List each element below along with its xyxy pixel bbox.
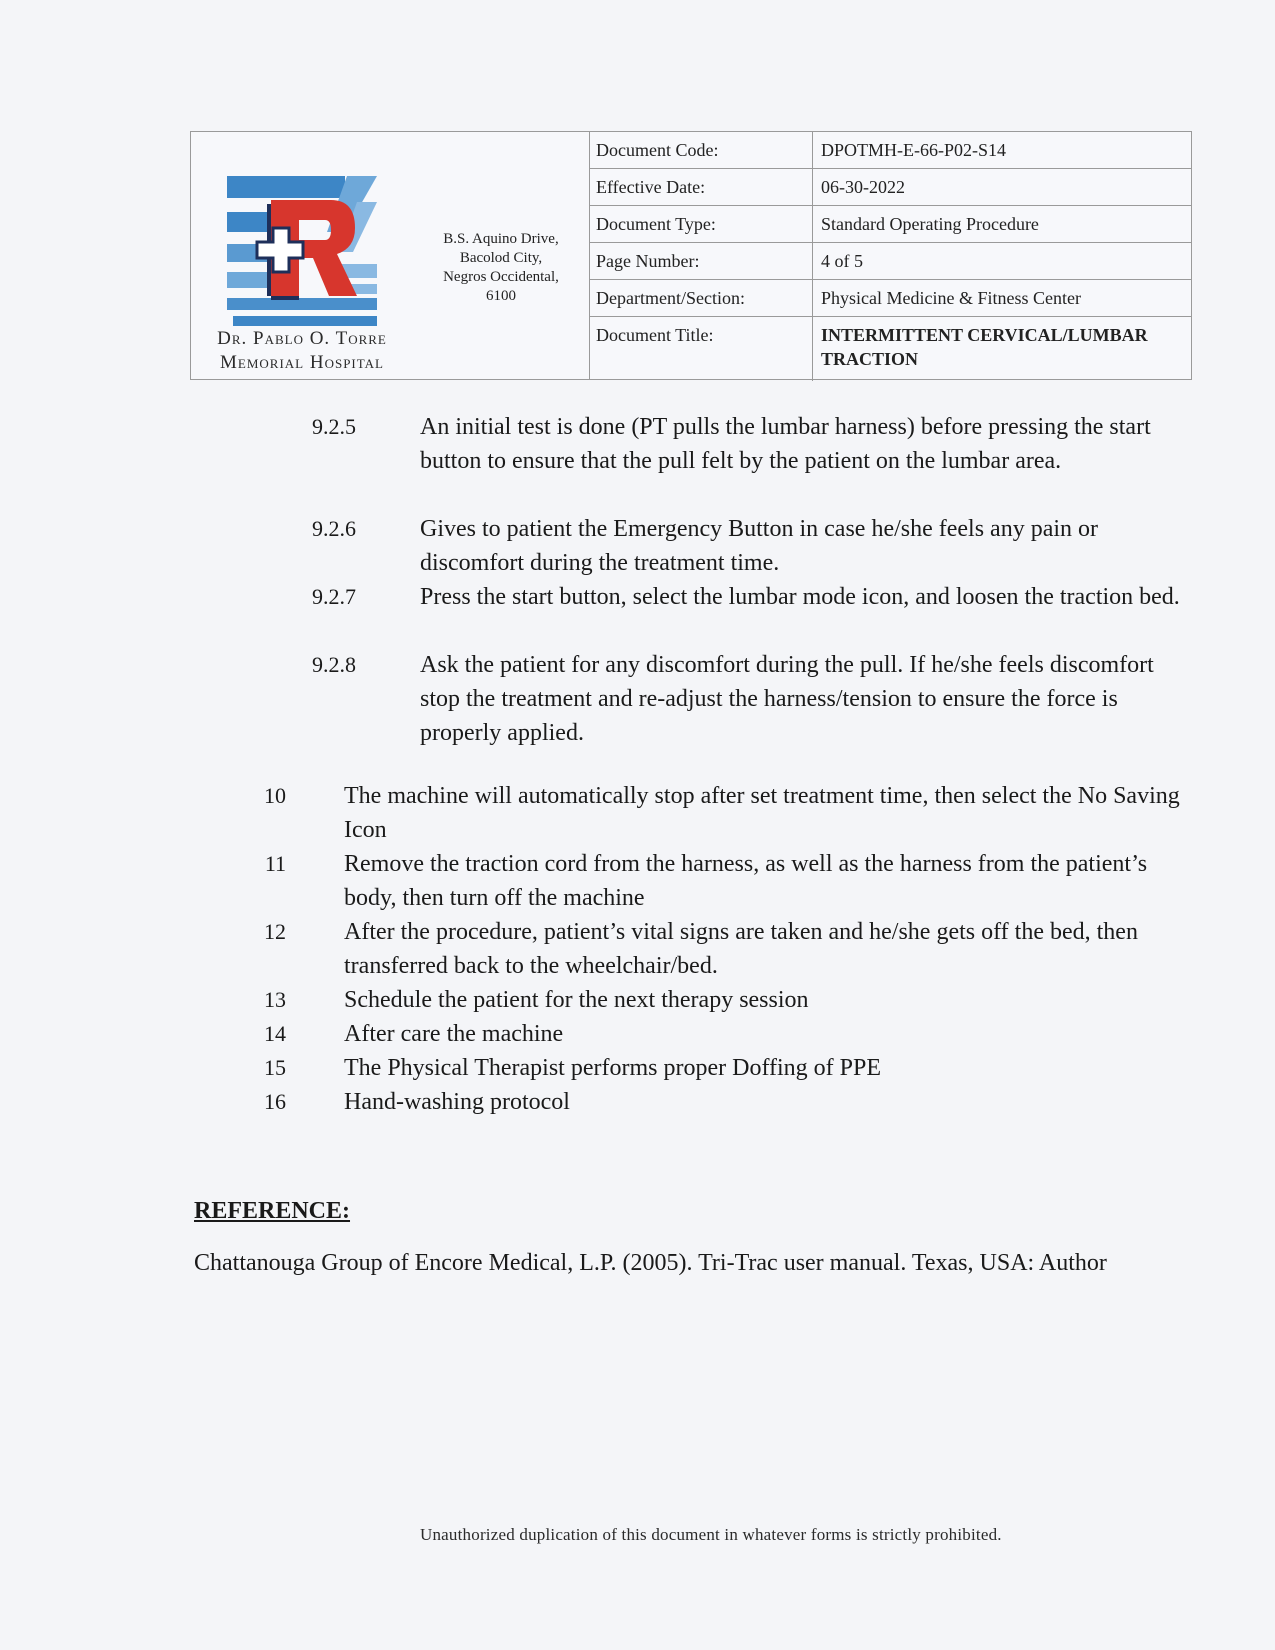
step-text: After the procedure, patient’s vital signs are taken and he/she gets off the bed, then transferred back to the wheelchair/bed. bbox=[344, 919, 1138, 979]
step-text: Hand-washing protocol bbox=[344, 1089, 570, 1115]
address-line4: 6100 bbox=[486, 288, 516, 304]
meta-row-document-code bbox=[589, 132, 1191, 169]
step-text: The Physical Therapist performs proper Doffing of PPE bbox=[344, 1055, 882, 1081]
reference-heading: REFERENCE: bbox=[194, 1198, 351, 1224]
meta-label: Effective Date: bbox=[589, 169, 813, 205]
step-text: After care the machine bbox=[344, 1021, 564, 1047]
hospital-logo-cell bbox=[191, 132, 590, 379]
hospital-logo-icon bbox=[227, 172, 377, 328]
hospital-name-line2: Memorial Hospital bbox=[220, 352, 384, 373]
reference-citation: Chattanouga Group of Encore Medical, L.P. (2005). Tri-Trac user manual. Texas, USA: Author bbox=[194, 1250, 1107, 1276]
step-number: 12 bbox=[264, 919, 286, 944]
hospital-address bbox=[413, 230, 589, 306]
hospital-name-line1: Dr. Pablo O. Torre bbox=[217, 328, 387, 349]
substep-text: Gives to patient the Emergency Button in case he/she feels any pain or discomfort during the treatment time. bbox=[420, 516, 1099, 576]
substep-text: An initial test is done (PT pulls the lumbar harness) before pressing the start button to ensure that the pull felt by the patient on the lumbar area. bbox=[420, 414, 1151, 474]
step-number: 10 bbox=[264, 783, 286, 808]
substep-number: 9.2.5 bbox=[312, 414, 356, 439]
address-line1: B.S. Aquino Drive, bbox=[443, 231, 559, 247]
step-number: 15 bbox=[264, 1055, 286, 1080]
step-text: Remove the traction cord from the harness, as well as the harness from the patient’s body, then turn off the machine bbox=[344, 851, 1148, 911]
substep-text: Ask the patient for any discomfort during the pull. If he/she feels discomfort stop the treatment and re-adjust the harness/tension to ensure the force is properly applied. bbox=[420, 652, 1154, 746]
footer-notice: Unauthorized duplication of this document in whatever forms is strictly prohibited. bbox=[420, 1525, 1002, 1544]
meta-label: Document Code: bbox=[589, 132, 813, 168]
meta-label: Department/Section: bbox=[589, 280, 813, 316]
step-number: 14 bbox=[264, 1021, 286, 1046]
step-number: 11 bbox=[264, 851, 286, 876]
meta-label: Document Type: bbox=[589, 206, 813, 242]
meta-row-department bbox=[589, 280, 1191, 317]
meta-row-document-title bbox=[589, 317, 1191, 381]
step-text: The machine will automatically stop after set treatment time, then select the No Saving Icon bbox=[344, 783, 1180, 843]
meta-row-document-type bbox=[589, 206, 1191, 243]
step-number: 13 bbox=[264, 987, 286, 1012]
document-title: INTERMITTENT CERVICAL/LUMBAR TRACTION bbox=[821, 325, 1148, 369]
document-header-table bbox=[190, 131, 1192, 380]
address-line2: Bacolod City, bbox=[459, 250, 543, 266]
substep-number: 9.2.8 bbox=[312, 652, 356, 677]
address-line3: Negros Occidental, bbox=[443, 269, 559, 285]
step-text: Schedule the patient for the next therapy session bbox=[344, 987, 809, 1013]
substep-number: 9.2.7 bbox=[312, 584, 356, 609]
meta-value: Physical Medicine & Fitness Center bbox=[821, 288, 1081, 308]
meta-value: 06-30-2022 bbox=[821, 177, 905, 197]
hospital-name bbox=[191, 327, 413, 375]
substep-text: Press the start button, select the lumbar mode icon, and loosen the traction bed. bbox=[420, 584, 1180, 610]
meta-value: DPOTMH-E-66-P02-S14 bbox=[821, 140, 1007, 160]
meta-value: Standard Operating Procedure bbox=[821, 214, 1039, 234]
substep-number: 9.2.6 bbox=[312, 516, 356, 541]
meta-label: Document Title: bbox=[589, 317, 813, 381]
meta-label: Page Number: bbox=[589, 243, 813, 279]
meta-value: 4 of 5 bbox=[821, 251, 863, 271]
step-number: 16 bbox=[264, 1089, 286, 1114]
meta-row-page-number bbox=[589, 243, 1191, 280]
meta-row-effective-date bbox=[589, 169, 1191, 206]
